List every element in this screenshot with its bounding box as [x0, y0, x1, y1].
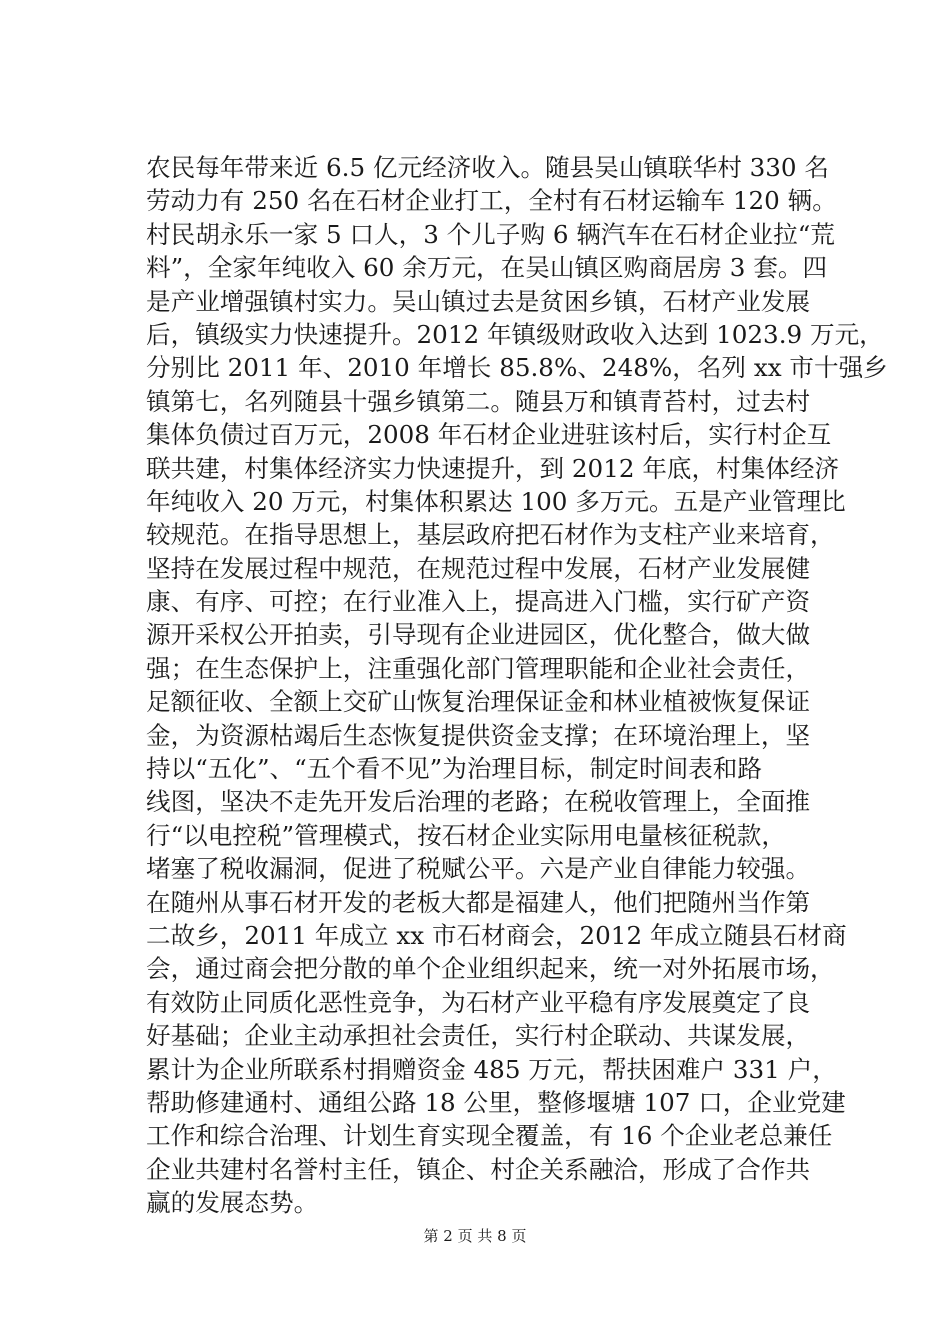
text-line: 后，镇级实力快速提升。2012 年镇级财政收入达到 1023.9 万元， [146, 319, 884, 349]
text-line: 二故乡，2011 年成立 xx 市石材商会，2012 年成立随县石材商 [146, 920, 847, 950]
text-line: 企业共建村名誉村主任，镇企、村企关系融洽，形成了合作共 [146, 1154, 811, 1184]
text-line: 有效防止同质化恶性竞争，为石材产业平稳有序发展奠定了良 [146, 987, 811, 1017]
text-line: 较规范。在指导思想上，基层政府把石材作为支柱产业来培育， [146, 520, 835, 550]
text-line: 劳动力有 250 名在石材企业打工，全村有石材运输车 120 辆。 [146, 186, 837, 216]
text-line: 线图，坚决不走先开发后治理的老路；在税收管理上，全面推 [146, 787, 811, 817]
text-line: 工作和综合治理、计划生育实现全覆盖，有 16 个企业老总兼任 [146, 1121, 833, 1151]
text-line: 源开采权公开拍卖，引导现有企业进园区，优化整合，做大做 [146, 620, 811, 650]
text-line: 农民每年带来近 6.5 亿元经济收入。随县吴山镇联华村 330 名 [146, 153, 829, 182]
text-line: 料”，全家年纯收入 60 余万元，在吴山镇区购商居房 3 套。四 [146, 253, 828, 283]
text-line: 在随州从事石材开发的老板大都是福建人，他们把随州当作第 [146, 887, 811, 917]
page-number-footer: 第 2 页 共 8 页 [423, 1227, 527, 1245]
text-line: 堵塞了税收漏洞，促进了税赋公平。六是产业自律能力较强。 [146, 854, 811, 884]
text-line: 好基础；企业主动承担社会责任，实行村企联动、共谋发展， [146, 1021, 811, 1051]
text-line: 坚持在发展过程中规范，在规范过程中发展，石材产业发展健 [146, 553, 811, 583]
text-line: 持以“五化”、“五个看不见”为治理目标，制定时间表和路 [146, 754, 762, 784]
text-line: 集体负债过百万元，2008 年石材企业进驻该村后，实行村企互 [146, 420, 832, 450]
text-line: 会，通过商会把分散的单个企业组织起来，统一对外拓展市场， [146, 954, 835, 984]
body-paragraph [146, 151, 888, 1220]
text-line: 赢的发展态势。 [146, 1188, 319, 1218]
text-line: 帮助修建通村、通组公路 18 公里，整修堰塘 107 口，企业党建 [146, 1087, 846, 1117]
text-line: 村民胡永乐一家 5 口人，3 个儿子购 6 辆汽车在石材企业拉“荒 [146, 219, 835, 249]
text-line: 金，为资源枯竭后生态恢复提供资金支撑；在环境治理上，坚 [146, 720, 811, 750]
text-line: 行“以电控税”管理模式，按石材企业实际用电量核征税款， [146, 820, 786, 850]
text-line: 联共建，村集体经济实力快速提升，到 2012 年底，村集体经济 [146, 453, 840, 483]
text-line: 分别比 2011 年、2010 年增长 85.8%、248%，名列 xx 市十强乡 [146, 353, 888, 383]
text-line: 累计为企业所联系村捐赠资金 485 万元，帮扶困难户 331 户， [146, 1054, 837, 1084]
text-line: 康、有序、可控；在行业准入上，提高进入门槛，实行矿产资 [146, 587, 811, 617]
text-line: 年纯收入 20 万元，村集体积累达 100 多万元。五是产业管理比 [146, 486, 846, 516]
text-line: 强；在生态保护上，注重强化部门管理职能和企业社会责任， [146, 653, 811, 683]
text-line: 镇第七，名列随县十强乡镇第二。随县万和镇青苔村，过去村 [146, 386, 811, 416]
text-line: 是产业增强镇村实力。吴山镇过去是贫困乡镇，石材产业发展 [146, 286, 811, 316]
text-line: 足额征收、全额上交矿山恢复治理保证金和林业植被恢复保证 [146, 687, 811, 717]
